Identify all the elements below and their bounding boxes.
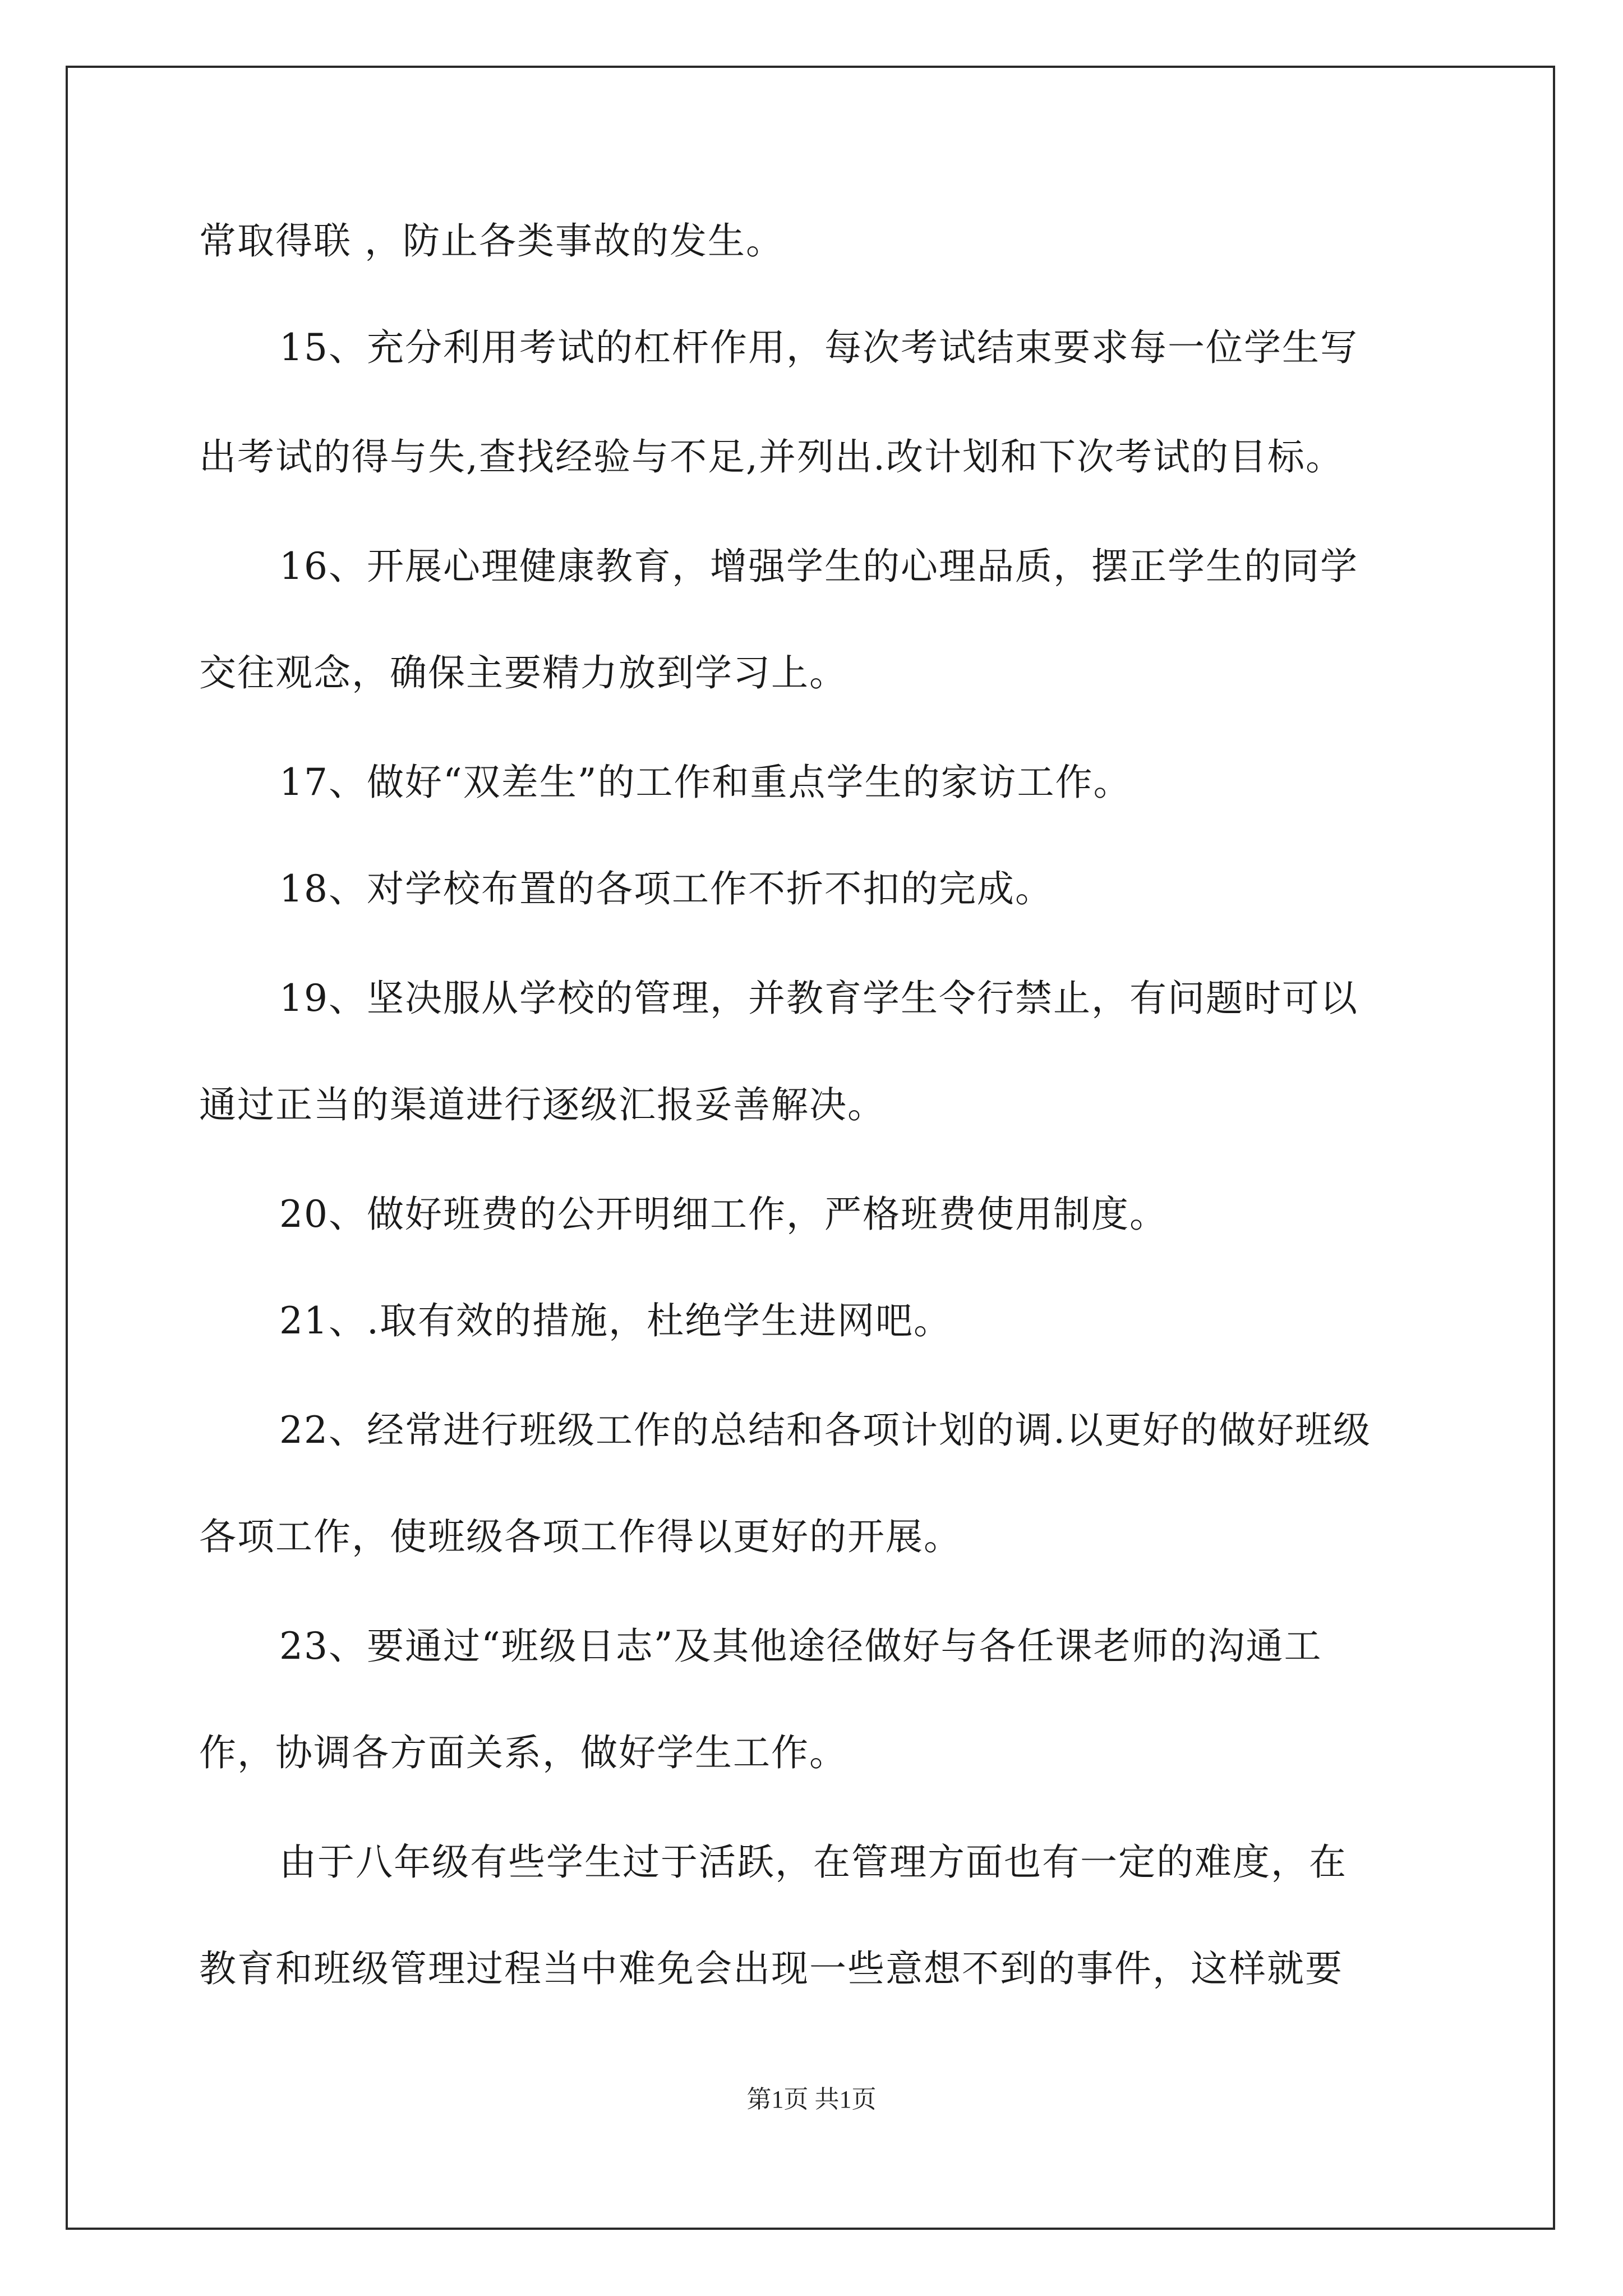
text-line-1: 常取得联 ，防止各类事故的发生。	[199, 219, 784, 263]
page-border	[66, 66, 1555, 2230]
text-line-8: 19、坚决服从学校的管理，并教育学生令行禁止，有问题时可以	[279, 977, 1358, 1020]
text-line-11: 21、.取有效的措施，杜绝学生进网吧。	[279, 1299, 952, 1342]
text-line-10: 20、做好班费的公开明细工作，严格班费使用制度。	[279, 1193, 1168, 1236]
text-line-15: 作，协调各方面关系，做好学生工作。	[199, 1731, 847, 1774]
text-line-6: 17、做好“双差生”的工作和重点学生的家访工作。	[279, 761, 1132, 804]
text-line-5: 交往观念，确保主要精力放到学习上。	[199, 651, 847, 694]
text-line-12: 22、经常进行班级工作的总结和各项计划的调.以更好的做好班级	[279, 1409, 1371, 1452]
text-line-14: 23、要通过“班级日志”及其他途径做好与各任课老师的沟通工	[279, 1625, 1322, 1668]
text-line-9: 通过正当的渠道进行逐级汇报妥善解决。	[199, 1083, 886, 1126]
text-line-7: 18、对学校布置的各项工作不折不扣的完成。	[279, 867, 1053, 910]
text-line-17: 教育和班级管理过程当中难免会出现一些意想不到的事件，这样就要	[199, 1947, 1343, 1990]
text-line-16: 由于八年级有些学生过于活跃，在管理方面也有一定的难度，在	[279, 1841, 1347, 1884]
text-line-2: 15、充分利用考试的杠杆作用，每次考试结束要求每一位学生写	[279, 326, 1358, 369]
text-line-3: 出考试的得与失,查找经验与不足,并列出.改计划和下次考试的目标。	[199, 435, 1344, 478]
text-line-4: 16、开展心理健康教育，增强学生的心理品质，摆正学生的同学	[279, 545, 1358, 588]
page-footer: 第1页 共1页	[746, 2086, 877, 2113]
text-line-13: 各项工作，使班级各项工作得以更好的开展。	[199, 1515, 962, 1558]
